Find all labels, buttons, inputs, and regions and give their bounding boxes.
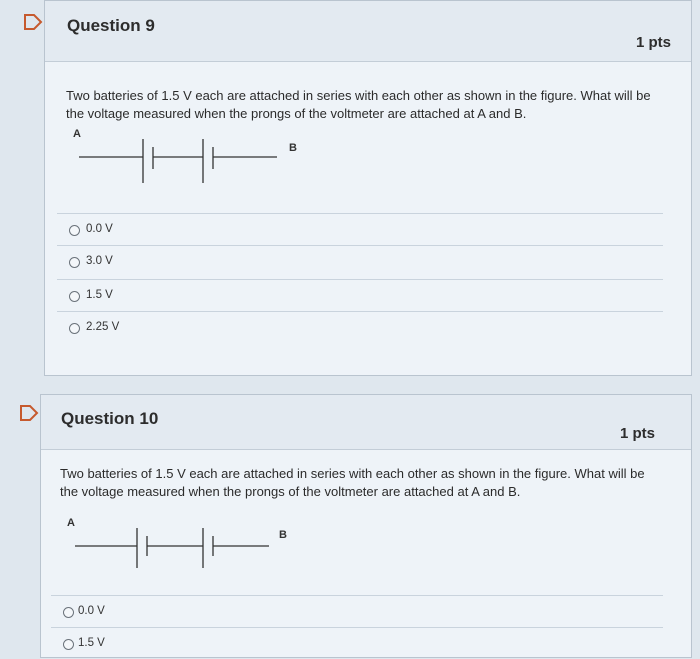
answer-label[interactable]: 1.5 V [78, 637, 105, 649]
battery-series-diagram [69, 125, 309, 191]
radio-button-icon[interactable] [63, 607, 74, 618]
question-10-label-a: A [67, 517, 75, 529]
answer-label[interactable]: 0.0 V [78, 605, 105, 617]
question-9-answer-option[interactable] [57, 213, 663, 245]
radio-button-icon[interactable] [69, 257, 80, 268]
question-10-points: 1 pts [619, 425, 655, 442]
question-9-circuit-figure [69, 125, 309, 191]
radio-button-icon[interactable] [69, 225, 80, 236]
question-9-label-b: B [289, 142, 297, 154]
question-9-answer-option[interactable] [57, 279, 663, 311]
question-9-answer-option[interactable] [57, 245, 663, 277]
answer-label[interactable]: 1.5 V [86, 289, 113, 301]
question-9-card [44, 0, 692, 376]
battery-series-diagram [63, 515, 303, 575]
answer-label[interactable]: 3.0 V [86, 255, 113, 267]
question-10-text: Two batteries of 1.5 V each are attached in series with each other as shown in the figure. What will be the voltage measured when the prongs of the voltmeter are attached at A and B. [60, 466, 645, 499]
question-10-title: Question 10 [61, 409, 159, 428]
answer-label[interactable]: 0.0 V [86, 223, 113, 235]
question-10-card [40, 394, 692, 658]
flag-question-9-icon[interactable] [22, 13, 44, 31]
question-10-answer-option[interactable] [51, 627, 663, 659]
radio-button-icon[interactable] [69, 291, 80, 302]
question-9-label-a: A [73, 128, 81, 140]
answer-label[interactable]: 2.25 V [86, 321, 120, 333]
question-9-header [45, 1, 691, 62]
question-9-points: 1 pts [635, 34, 671, 51]
question-9-answer-option[interactable] [57, 311, 663, 343]
question-10-circuit-figure [63, 515, 303, 575]
radio-button-icon[interactable] [63, 639, 74, 650]
flag-question-10-icon[interactable] [18, 404, 40, 422]
question-9-title: Question 9 [67, 16, 155, 35]
question-10-header [41, 395, 691, 450]
radio-button-icon[interactable] [69, 323, 80, 334]
question-9-text: Two batteries of 1.5 V each are attached in series with each other as shown in the figure. What will be the voltage measured when the prongs of the voltmeter are attached at A and B. [66, 88, 651, 121]
question-10-answer-option[interactable] [51, 595, 663, 627]
question-10-label-b: B [279, 529, 287, 541]
